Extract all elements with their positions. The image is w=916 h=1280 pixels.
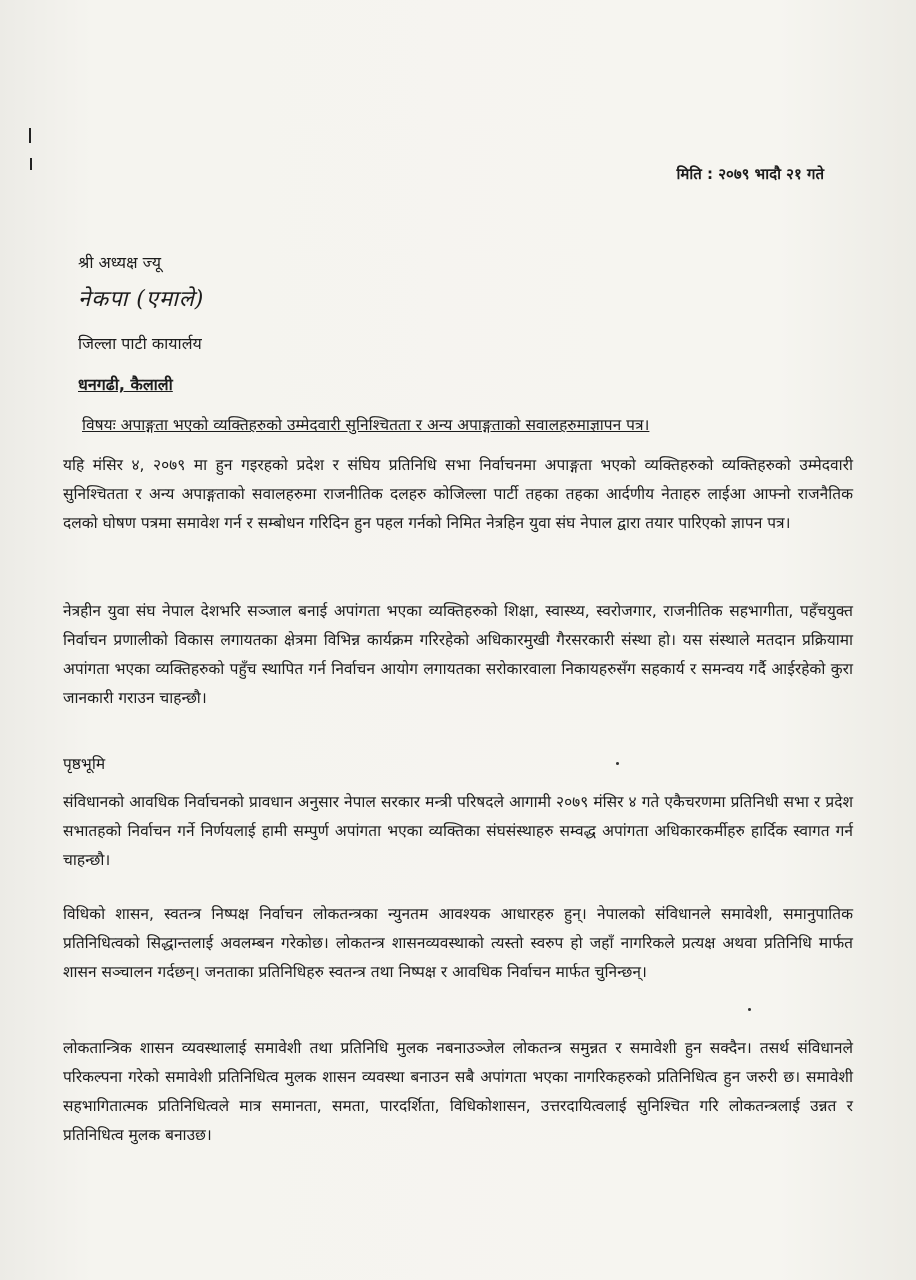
paragraph-constitution: संविधानको आवधिक निर्वाचनको प्रावधान अनुसार नेपाल सरकार मन्त्री परिषदले आगामी २०७९ मंसिर ४ गते एकैचरणमा प्रतिनिधी सभा र प्रदेश सभातहको निर्वाचन गर्ने निर्णयलाई हामी सम्पुर्ण अपांगता भएका व्यक्तिका संघसंस्थाहरु सम्वद्ध अपांगता अधिकारकर्मीहरु हार्दिक स्वागत गर्न चाहन्छौ। xyxy=(63,793,853,869)
margin-mark xyxy=(30,158,32,170)
paper-speck xyxy=(748,1008,751,1011)
paper-speck xyxy=(616,762,619,765)
letter-date: मिति : २०७९ भादौ २१ गते xyxy=(676,165,824,183)
margin-mark xyxy=(29,128,31,143)
addressee-office: जिल्ला पाटी कायार्लय xyxy=(78,334,202,353)
paragraph-inclusive-democracy: लोकतान्त्रिक शासन व्यवस्थालाई समावेशी तथा प्रतिनिधि मुलक नबनाउञ्जेल लोकतन्त्र समुन्नत र समावेशी हुन सक्दैन। तसर्थ संविधानले परिकल्पना गरेको समावेशी प्रतिनिधित्व मुलक शासन व्यवस्था बनाउन सबै अपांगता भएका नागरिकहरुको प्रतिनिधित्व हुन जरुरी छ। समावेशी सहभागितात्मक प्रतिनिधित्वले मात्र समानता, समता, पारदर्शिता, विधिकोशासन, उत्तरदायित्वलाई सुनिश्चित गरि लोकतन्त्रलाई उन्नत र प्रतिनिधित्व मुलक बनाउछ। xyxy=(63,1039,853,1144)
paragraph-organization: नेत्रहीन युवा संघ नेपाल देशभरि सञ्जाल बनाई अपांगता भएका व्यक्तिहरुको शिक्षा, स्वास्थ्य, स्वरोजगार, राजनीतिक सहभागीता, पहँचयुक्त निर्वाचन प्रणालीको विकास लगायतका क्षेत्रमा विभिन्न कार्यक्रम गरिरहेको अधिकारमुखी गैरसरकारी संस्था हो। यस संस्थाले मतदान प्रक्रियामा अपांगता भएका व्यक्तिहरुको पहुँच स्थापित गर्न निर्वाचन आयोग लगायतका सरोकारवाला निकायहरुसँग सहकार्य र समन्वय गर्दै आईरहेको कुरा जानकारी गराउन चाहन्छौ। xyxy=(63,602,853,707)
addressee-location: धनगढी, कैलाली xyxy=(78,375,173,394)
paragraph-rule-of-law: विधिको शासन, स्वतन्त्र निष्पक्ष निर्वाचन लोकतन्त्रका न्युनतम आवश्यक आधारहरु हुन्। नेपालको संविधानले समावेशी, समानुपातिक प्रतिनिधित्वको सिद्धान्तलाई अवलम्बन गरेकोछ। लोकतन्त्र शासनव्यवस्थाको त्यस्तो स्वरुप हो जहाँ नागरिकले प्रत्यक्ष अथवा प्रतिनिधि मार्फत शासन सञ्चालन गर्दछन्। जनताका प्रतिनिधिहरु स्वतन्त्र तथा निष्पक्ष र आवधिक निर्वाचन मार्फत चुनिन्छन्। xyxy=(63,905,853,981)
section-heading-background: पृष्ठभूमि xyxy=(63,755,106,773)
addressee-party-handwritten: नेकपा (एमाले) xyxy=(78,287,205,312)
addressee-title: श्री अध्यक्ष ज्यू xyxy=(78,253,162,272)
paragraph-intro: यहि मंसिर ४, २०७९ मा हुन गइरहको प्रदेश र संघिय प्रतिनिधि सभा निर्वाचनमा अपाङ्गता भएको व्यक्तिहरुको व्यक्तिहरुको उम्मेदवारी सुनिश्चितता र अन्य अपाङ्गताको सवालहरुमा राजनीतिक दलहरु कोजिल्ला पार्टी तहका तहका आर्दणीय नेताहरु लाईआ आफ्नो राजनैतिक दलको घोषण पत्रमा समावेश गर्न र सम्बोधन गरिदिन हुन पहल गर्नको निमित नेत्रहिन युवा संघ नेपाल द्वारा तयार पारिएको ज्ञापन पत्र। xyxy=(63,456,853,532)
letter-subject: विषयः अपाङ्गता भएको व्यक्तिहरुको उम्मेदवारी सुनिश्चितता र अन्य अपाङ्गताको सवालहरुमाज्ञापन पत्र। xyxy=(82,416,650,434)
